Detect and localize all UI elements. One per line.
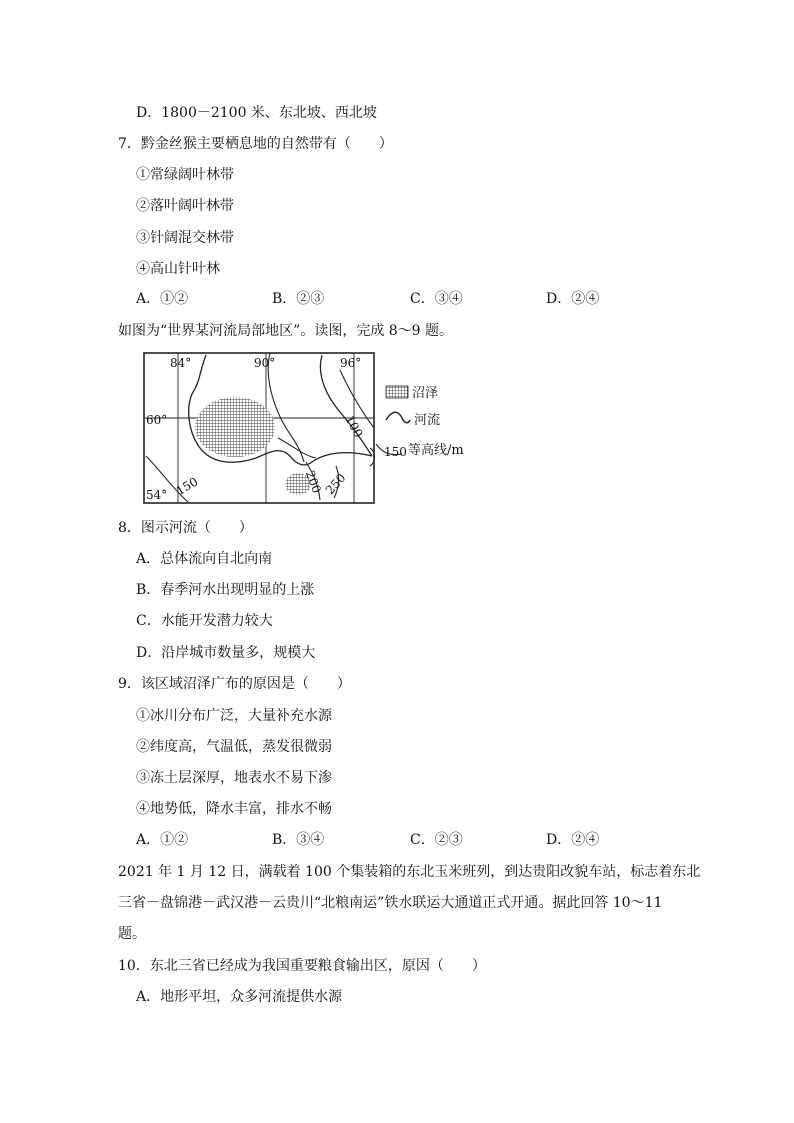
swamp-large bbox=[195, 397, 275, 457]
legend-river-label: 河流 bbox=[414, 413, 441, 428]
q8-option-a: A．总体流向自北向南 bbox=[136, 551, 273, 567]
intro-10-11-line-3: 题。 bbox=[118, 926, 146, 942]
q8-option-d: D．沿岸城市数量多，规模大 bbox=[136, 645, 316, 661]
intro-10-11-line-2: 三省－盘锦港－武汉港－云贵川“北粮南运”铁水联运大通道正式开通。据此回答 10～11 bbox=[118, 895, 663, 911]
lon-label-96: 96° bbox=[340, 356, 362, 370]
q10-stem: 10．东北三省已经成为我国重要粮食输出区，原因（ ） bbox=[118, 958, 486, 974]
q7-choice-b: B．②③ bbox=[272, 291, 325, 307]
river-map bbox=[140, 348, 480, 508]
contour-label-150: 150 bbox=[173, 474, 201, 499]
intro-8-9: 如图为“世界某河流局部地区”。读图，完成 8～9 题。 bbox=[118, 323, 454, 339]
q6-option-d: D．1800－2100 米、东北坡、西北坡 bbox=[136, 105, 377, 121]
legend-swamp-label: 沼泽 bbox=[412, 386, 439, 401]
q9-choice-b: B．③④ bbox=[272, 832, 325, 848]
q9-choice-d: D．②④ bbox=[546, 832, 600, 848]
q9-item-3: ③冻土层深厚，地表水不易下渗 bbox=[136, 770, 332, 786]
legend-contour-label: 等高线/m bbox=[408, 443, 464, 458]
legend-contour-value: 150 bbox=[384, 445, 407, 459]
q7-stem: 7．黔金丝猴主要栖息地的自然带有（ ） bbox=[118, 136, 393, 152]
legend-swamp-icon bbox=[386, 386, 408, 398]
q7-item-1: ①常绿阔叶林带 bbox=[136, 167, 234, 183]
map-legend bbox=[376, 386, 464, 459]
contour-label-250: 250 bbox=[322, 470, 349, 498]
q7-choice-a: A．①② bbox=[136, 291, 189, 307]
q9-choice-c: C．②③ bbox=[410, 832, 463, 848]
legend-river-icon bbox=[386, 412, 410, 423]
q9-item-1: ①冰川分布广泛，大量补充水源 bbox=[136, 708, 332, 724]
lat-label-54: 54° bbox=[146, 488, 168, 502]
q7-item-2: ②落叶阔叶林带 bbox=[136, 198, 234, 214]
q8-option-c: C．水能开发潜力较大 bbox=[136, 613, 273, 629]
lat-label-60: 60° bbox=[146, 413, 168, 427]
contour-label-100: 100 bbox=[342, 413, 366, 440]
q8-option-b: B．春季河水出现明显的上涨 bbox=[136, 582, 315, 598]
q9-item-2: ②纬度高，气温低，蒸发很微弱 bbox=[136, 739, 332, 755]
q7-item-3: ③针阔混交林带 bbox=[136, 230, 234, 246]
q9-stem: 9．该区域沼泽广布的原因是（ ） bbox=[118, 676, 351, 692]
q9-item-4: ④地势低，降水丰富，排水不畅 bbox=[136, 801, 332, 817]
q10-option-a: A．地形平坦，众多河流提供水源 bbox=[136, 989, 343, 1005]
contour-label-200: 200 bbox=[302, 468, 324, 496]
q7-item-4: ④高山针叶林 bbox=[136, 261, 220, 277]
q8-stem: 8．图示河流（ ） bbox=[118, 520, 253, 536]
q9-choice-a: A．①② bbox=[136, 832, 189, 848]
lon-label-90: 90° bbox=[254, 356, 276, 370]
intro-10-11-line-1: 2021 年 1 月 12 日，满载着 100 个集装箱的东北玉米班列，到达贵阳改貌车站，标志着东北 bbox=[118, 864, 701, 880]
q7-choice-d: D．②④ bbox=[546, 291, 600, 307]
q7-choice-c: C．③④ bbox=[410, 291, 463, 307]
lon-label-84: 84° bbox=[170, 356, 192, 370]
